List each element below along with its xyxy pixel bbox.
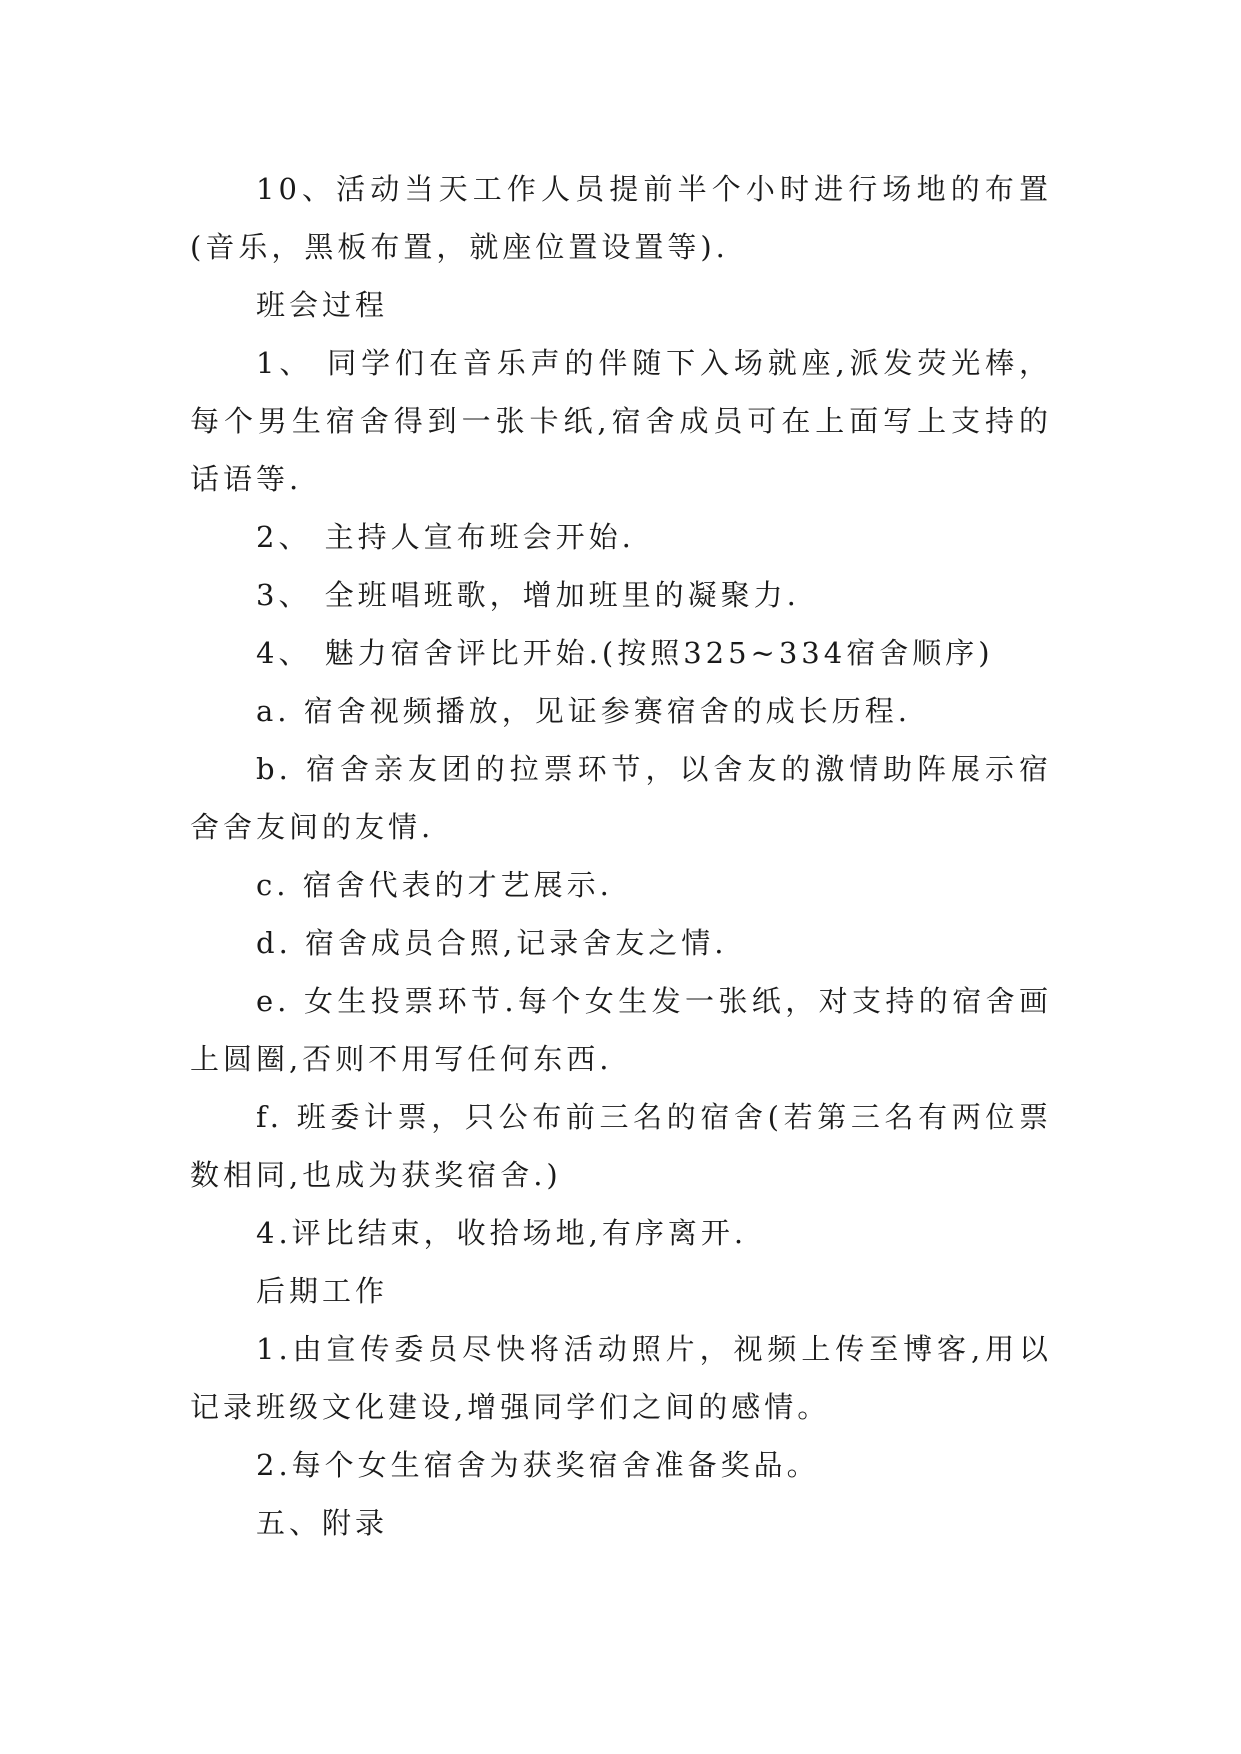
- paragraph-substep-f: f. 班委计票，只公布前三名的宿舍(若第三名有两位票数相同,也成为获奖宿舍.): [190, 1100, 1052, 1192]
- paragraph-process-step-4-end: 4.评比结束，收拾场地,有序离开.: [256, 1216, 748, 1250]
- paragraph-substep-a: a. 宿舍视频播放，见证参赛宿舍的成长历程.: [256, 694, 911, 728]
- paragraph-substep-d: d. 宿舍成员合照,记录舍友之情.: [256, 926, 728, 960]
- paragraph-follow-up-step-1: 1.由宣传委员尽快将活动照片，视频上传至博客,用以记录班级文化建设,增强同学们之间的感情。: [190, 1332, 1052, 1424]
- paragraph-process-step-4: 4、 魅力宿舍评比开始.(按照325~334宿舍顺序): [256, 636, 994, 670]
- paragraph-process-step-2: 2、 主持人宣布班会开始.: [256, 520, 635, 554]
- paragraph-setup-step-10: 10、活动当天工作人员提前半个小时进行场地的布置(音乐，黑板布置，就座位置设置等).: [190, 172, 1052, 264]
- paragraph-substep-b: b. 宿舍亲友团的拉票环节，以舍友的激情助阵展示宿舍舍友间的友情.: [190, 752, 1052, 844]
- section-heading-class-meeting-process: 班会过程: [256, 288, 389, 322]
- paragraph-substep-c: c. 宿舍代表的才艺展示.: [256, 868, 613, 902]
- paragraph-process-step-1: 1、 同学们在音乐声的伴随下入场就座,派发荧光棒，每个男生宿舍得到一张卡纸,宿舍成员可在上面写上支持的话语等.: [190, 346, 1052, 496]
- paragraph-substep-e: e. 女生投票环节.每个女生发一张纸，对支持的宿舍画上圆圈,否则不用写任何东西.: [190, 984, 1052, 1076]
- paragraph-process-step-3: 3、 全班唱班歌，增加班里的凝聚力.: [256, 578, 800, 612]
- document-body: [190, 160, 1052, 1552]
- paragraph-follow-up-step-2: 2.每个女生宿舍为获奖宿舍准备奖品。: [256, 1448, 820, 1482]
- section-heading-appendix: 五、附录: [256, 1506, 389, 1540]
- section-heading-follow-up-work: 后期工作: [256, 1274, 389, 1308]
